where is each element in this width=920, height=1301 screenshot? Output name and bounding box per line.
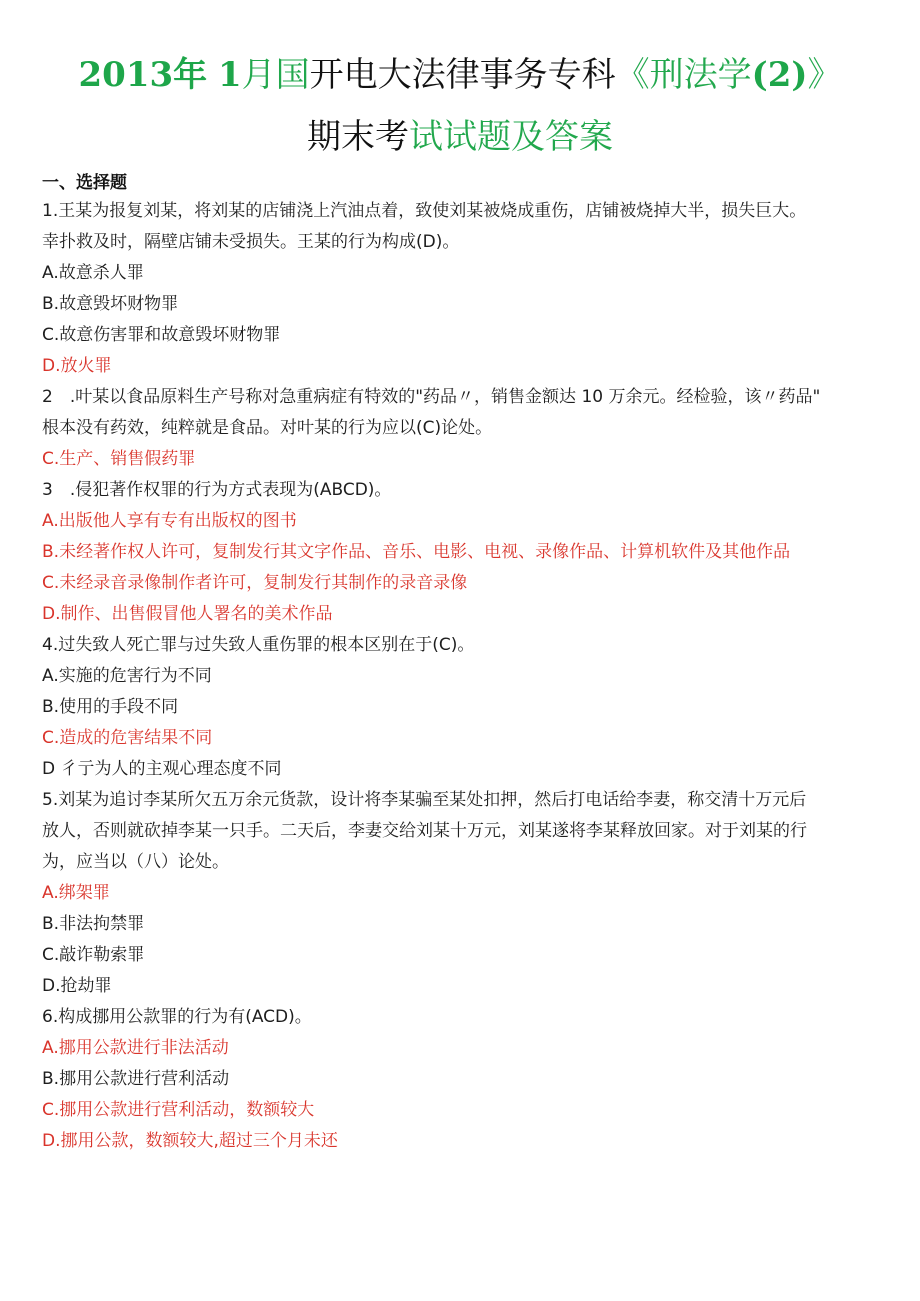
question-5-option: B.非法拘禁罪 — [42, 914, 145, 934]
question-list — [42, 196, 882, 1157]
section-heading: 一、选择题 — [42, 173, 127, 193]
question-1-option: A.故意杀人罪 — [42, 263, 144, 283]
title-month: 1 — [217, 55, 242, 95]
question-5-option: A.绑架罪 — [42, 883, 110, 903]
title-paren: (2) — [751, 55, 808, 95]
question-3-option: B.未经著作权人许可，复制发行其文字作品、音乐、电影、电视、录像作品、计算机软件及其他作品 — [42, 542, 791, 562]
question-2-stem-line: 2 .叶某以食品原料生产号称对急重病症有特效的"药品〃，销售金额达 10 万余元。经检验，该〃药品" — [42, 387, 821, 407]
title-nian: 年 — [173, 55, 208, 95]
question-5-stem-line: 5.刘某为追讨李某所欠五万余元货款，设计将李某骗至某处扣押，然后打电话给李妻，称交清十万元后 — [42, 790, 807, 810]
title-line2-black: 期末考 — [307, 117, 409, 157]
question-2-stem-line: 根本没有药效，纯粹就是食品。对叶某的行为应以(C)论处。 — [42, 418, 493, 438]
question-4-option: A.实施的危害行为不同 — [42, 666, 212, 686]
question-5-stem-line: 放人，否则就砍掉李某一只手。二天后，李妻交给刘某十万元，刘某遂将李某释放回家。对于刘某的行 — [42, 821, 807, 841]
question-1-option: D.放火罪 — [42, 356, 112, 376]
question-1-stem-line: 1.王某为报复刘某，将刘某的店铺浇上汽油点着，致使刘某被烧成重伤，店铺被烧掉大半，损失巨大。 — [42, 201, 807, 221]
question-6-option: D.挪用公款，数额较大,超过三个月未还 — [42, 1131, 338, 1151]
question-1-option: B.故意毁坏财物罪 — [42, 294, 179, 314]
question-3-stem-line: 3 .侵犯著作权罪的行为方式表现为(ABCD)。 — [42, 480, 392, 500]
question-5-option: D.抢劫罪 — [42, 976, 112, 996]
question-2-option: C.生产、销售假药罪 — [42, 449, 196, 469]
question-4-option: B.使用的手段不同 — [42, 697, 179, 717]
title-book-open: 《刑法学 — [615, 55, 752, 95]
document-title-line-2 — [0, 117, 920, 157]
title-line2-green: 试试题及答案 — [409, 117, 613, 157]
question-6-option: A.挪用公款进行非法活动 — [42, 1038, 229, 1058]
question-5-option: C.敲诈勒索罪 — [42, 945, 145, 965]
question-4-stem-line: 4.过失致人死亡罪与过失致人重伤罪的根本区别在于(C)。 — [42, 635, 475, 655]
question-1-option: C.故意伤害罪和故意毁坏财物罪 — [42, 325, 281, 345]
document-body — [42, 170, 882, 1157]
question-5-stem-line: 为，应当以（八）论处。 — [42, 852, 229, 872]
title-book-close: 》 — [807, 55, 842, 95]
question-6-option: C.挪用公款进行营利活动，数额较大 — [42, 1100, 315, 1120]
question-6-option: B.挪用公款进行营利活动 — [42, 1069, 230, 1089]
question-3-option: D.制作、出售假冒他人署名的美术作品 — [42, 604, 333, 624]
question-6-stem-line: 6.构成挪用公款罪的行为有(ACD)。 — [42, 1007, 312, 1027]
title-year: 2013 — [78, 55, 174, 95]
question-3-option: C.未经录音录像制作者许可，复制发行其制作的录音录像 — [42, 573, 468, 593]
title-middle: 开电大法律事务专科 — [309, 55, 616, 95]
question-1-stem-line: 幸扑救及时，隔壁店铺未受损失。王某的行为构成(D)。 — [42, 232, 460, 252]
question-3-option: A.出版他人享有专有出版权的图书 — [42, 511, 297, 531]
document-title-line-1 — [0, 55, 920, 95]
title-yue: 月国 — [241, 55, 310, 95]
question-4-option: D 彳亍为人的主观心理态度不同 — [42, 759, 282, 779]
question-4-option: C.造成的危害结果不同 — [42, 728, 213, 748]
